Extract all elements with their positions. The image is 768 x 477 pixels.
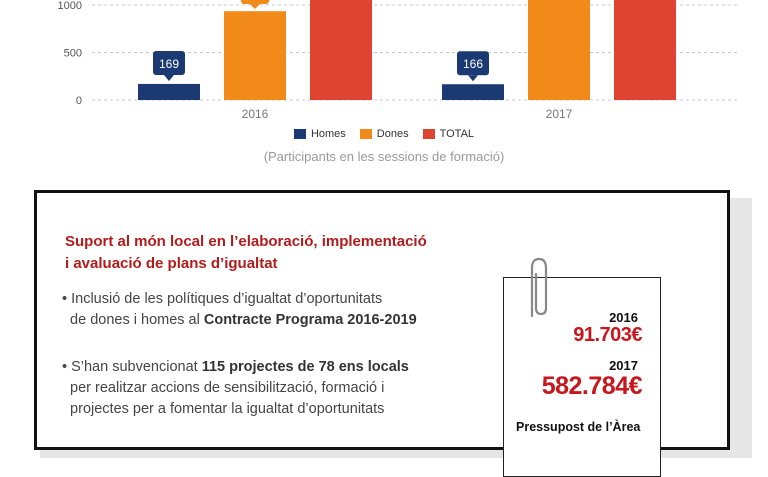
dones-value-bubble (241, 0, 269, 4)
panel-title-line1: Suport al món local en l’elaboració, implementació (65, 233, 427, 250)
info-panel (34, 190, 730, 450)
bar-dones-2017 (528, 0, 590, 100)
value-bubble-pointer (164, 75, 174, 81)
bullet-subvencions (62, 357, 502, 420)
x-tick-label: 2017 (545, 107, 573, 121)
budget-note (503, 277, 661, 477)
legend-swatch-homes (294, 129, 306, 139)
bar-homes-2017 (442, 84, 504, 100)
bullet1-line2-bold: Contracte Programa 2016-2019 (203, 312, 417, 328)
legend-swatch-dones (360, 129, 372, 139)
value-label: 166 (462, 57, 484, 72)
bar-total-2016 (310, 0, 372, 100)
note-amount-2016: 91.703€ (573, 324, 642, 346)
panel-title-line2: i avaluació de plans d’igualtat (65, 255, 278, 272)
legend-item-total (423, 128, 474, 140)
legend-item-homes (294, 128, 346, 140)
bullet2-line1-bold: 115 projectes de 78 ens locals (201, 359, 409, 375)
chart-legend (0, 128, 768, 140)
paperclip-icon (522, 256, 556, 328)
note-year-2017: 2017 (609, 358, 638, 373)
note-amount-2017: 582.784€ (541, 372, 642, 400)
bar-total-2017 (614, 0, 676, 100)
y-tick-label: 0 (75, 95, 82, 107)
note-year-2016: 2016 (609, 310, 638, 325)
bullet2-line3: projectes per a fomentar la igualtat d’oportunitats (62, 401, 385, 417)
bullet2-line2: per realitzar accions de sensibilització, formació i (62, 380, 385, 396)
bullet2-line1 (62, 357, 502, 378)
bar-homes-2016 (138, 84, 200, 100)
bullet1-line1: • Inclusió de les polítiques d’igualtat d’oportunitats (62, 291, 383, 307)
bar-dones-2016 (224, 11, 286, 100)
x-tick-label: 2016 (241, 107, 269, 121)
y-tick-label: 500 (63, 47, 82, 60)
panel-title (65, 231, 485, 275)
legend-swatch-total (423, 129, 435, 139)
value-bubble-pointer (468, 75, 478, 81)
bullet1-line2-text: de dones i homes al (62, 312, 204, 328)
bullet-contracte (62, 289, 502, 331)
legend-label-dones: Dones (376, 128, 409, 140)
chart-caption: (Participants en les sessions de formació) (263, 149, 505, 164)
y-tick-label: 1000 (57, 0, 82, 12)
note-label: Pressupost de l’Àrea (516, 420, 641, 434)
legend-item-dones (360, 128, 409, 140)
value-label: 169 (158, 56, 180, 71)
dones-bubble-pointer (250, 4, 260, 9)
legend-label-total: TOTAL (439, 128, 475, 140)
bar-chart (0, 0, 768, 128)
bullet1-line2 (62, 310, 502, 331)
legend-label-homes: Homes (310, 128, 346, 140)
bullet2-line1-text: • S’han subvencionat (62, 359, 202, 375)
